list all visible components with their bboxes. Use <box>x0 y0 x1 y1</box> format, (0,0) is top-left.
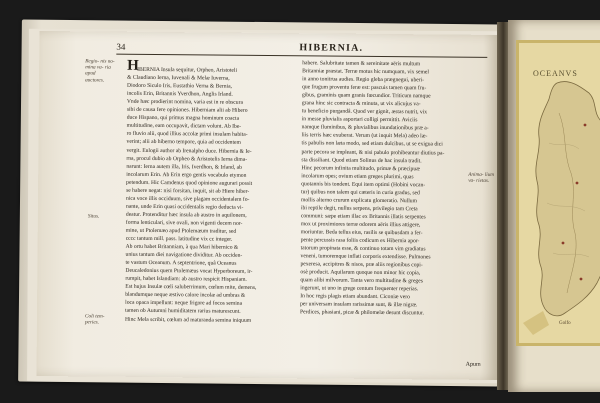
margin-note-names: Regio- nis no- mina va- ria apud auctores. <box>85 58 115 84</box>
town-marker <box>562 242 565 245</box>
left-column-body: IBERNIA Insula sequitur, Orpheo, Aristoteli & Claudiano Ierna, Iuvenali & Melæ Iuverna, Diodoro Siculo Iris, Eustathio Verna & Bernia, incolis Erin, Britannis Yverdhon, Anglis Irland. Vnde hæc prodierint nomina, varia est in re obscura sibi de causa fere opiniones. Hiberniam alii ab Hibero duce Hispano, qui primus magna hominum coacta multitudine, eam occupavit, dictam volunt. Ab Ibe- ro fluvio alii, quod illius accolæ primi insulam habita- verint; alii ab hiberno tempore, quia ad occidentem vergit. Eulogii author ab Irenalpho duce. Hibernia & Ie- rna, procul dubio ab Orpheo & Aristotelis Ierna dima- narunt: Ierna autem illa, Iris, Iverdhon, & Irland, ab incolarum Erin. Ab Erin ergo gentis vocabulo etymon petendum. Hic Camdenus quod opinione augurari possit se habere negat: nisi forsitan, inquit, sit ab Hiere hiber- nica voce illis occiduum, sive plagam occidentalem fo- nante, unde Erin quasi occidentalis regio deducta vi- deatur. Protenditur hæc insula ab austro in aquilonem, forma lenticulari, sive ovali, non vigenti decem nor- mine, ut Ptolemæo apud Ptolemæum traditur, sed cccc tantum mill. pass. latitudine vix cc integer. Ab ortu habet Britanniam, à qua Mari hibernico & unius tantum diei navigatione dividitur. Ab occiden- te vastum Oceanum. A septentrione, quâ Oceanus Deucaledonius quem Ptolemæus vocat Hyperboreum, ir- rumpit, habet Islandiam: ab austro respicit Hispaniam. Est hujus Insulæ cœli saluberrimum, cœlum mite, demens, blandumque neque æstivo calore incolæ ad umbras & loca opaca impellunt: neque frigore ad focos semina tamen ob Autumni humiditatem rarius maturescunt. Hinc Mela scribit, cœlum ad maturanda semina iniquum <box>124 66 257 324</box>
text-page <box>37 31 502 380</box>
map-ocean-label: OCEANVS <box>533 69 578 78</box>
left-column-text <box>125 58 291 325</box>
margin-note-climate: Coli tem- peries. <box>84 313 105 326</box>
town-marker <box>584 124 587 127</box>
catchword: Apum <box>465 361 481 368</box>
map-bottom-label: Golfo <box>559 321 571 326</box>
running-head: HIBERNIA. <box>299 42 364 54</box>
page-number: 34 <box>116 41 126 52</box>
town-marker <box>576 182 579 185</box>
cartouche-corner <box>523 311 549 335</box>
map-page <box>508 20 600 392</box>
land-shape <box>536 82 600 316</box>
right-column-text: habere. Salubritate tamen & sereinitate aëris multum Britanniæ præstat. Terræ motus hic numquam, vix semel in anno tonitrua audies. Regio gleba prægnegui, uberi- que frugum proventu feræ est: pascuis tamen quam fru- gibus, graminis quam granis fœcundior. Triticum namque grana hinc sic contracta & minuta, ut vix alicujus va- tu beneficio purgandâ. Quod ver gignit, æstas nutrit, vix in messe pluvialis asportari colligi permittit. Aviciis namque fluminibus, & pluvialibus inundationibus præ a- liis terris hæc exuberat. Verum (ut inquit Mela) adeo læ- tis pabulis non læta modo, sed etiam dulcibus, ut se exigua dici parte pecora se impleant, & nisi pabulo prohibeantur diutius pa- sta dissiliant. Quod etiam Solinus de hac insula tradit. Hinc pecorum infinita multitudo, primæ & præcipuæ incolarum opes; ovium etiam greges plurimi, quas quotannis bis tondent. Equi item optimi (Hobini vocan- tur) quibus non talem qui cæteris in curia gradus, sed mollis alterno crurum explicatu glomeratio. Nullum ibi reptile degit, nullus serpens, privilegio tam Creta communi: sæpe etiam illac ex Britannis illatis serpentes mox ut proximiores terræ odorem aëris illius attigere, moriuntur. Beda tellus eius, rasilis se quibusdam a fer- pente percussis rasa foliis codicum ex Hibernia apor- tatorum propinata esse, & continuo totam vim gradiatus veneni, tumoremque inflati corporis extendisse. Pulmones pexeresa, accipitres & nisos, præ aliis regionibus copi- osè producit. Aquilarum quoque non minor hic copia, quam alibi milvorum. Tanta vero multitudine & greges ingerunt, ut uno in grege centum frequenter reperias. In hoc regis plagis etiam abundant. Ciconiæ vero per universam insulam rarissimæ sunt, & illæ nigræ. Perdices, phasiani, picæ & philomelæ desunt discuntur. <box>300 60 445 317</box>
drop-cap: H <box>127 57 139 74</box>
map-frame <box>516 40 600 346</box>
margin-note-situs: Situs. <box>87 213 100 220</box>
ireland-map-drawing <box>519 43 600 343</box>
town-marker <box>580 278 583 281</box>
margin-note-animals: Anima- lium va- rietas. <box>468 171 495 185</box>
